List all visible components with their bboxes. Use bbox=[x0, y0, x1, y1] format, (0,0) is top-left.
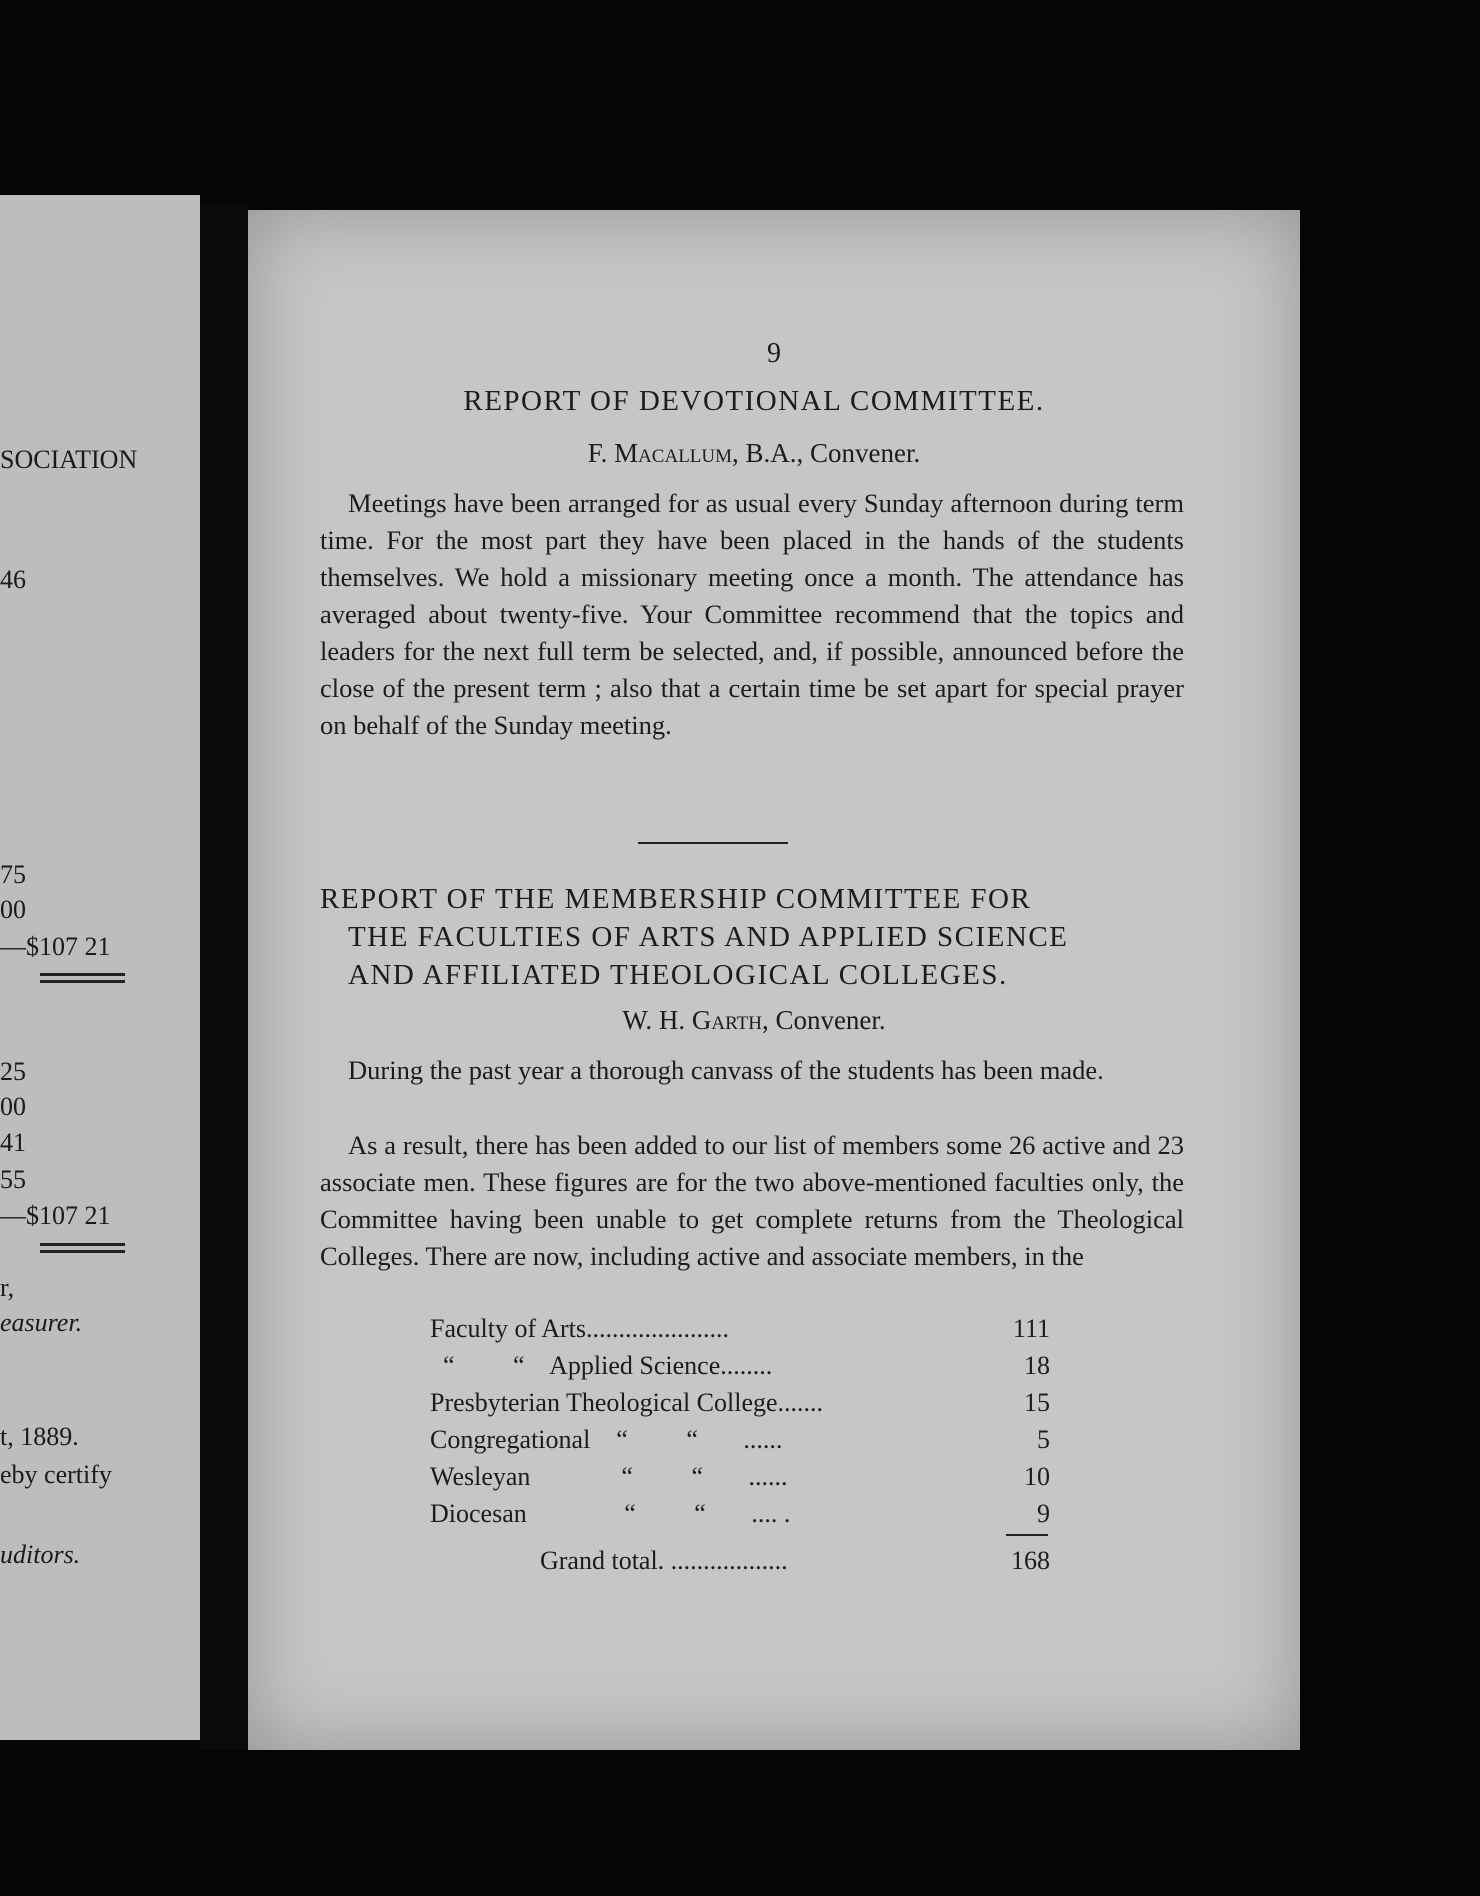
tally-label: Presbyterian Theological College....... bbox=[430, 1388, 824, 1417]
tally-row bbox=[430, 1310, 1050, 1347]
tally-value: 10 bbox=[1024, 1462, 1050, 1491]
tally-value: 18 bbox=[1024, 1351, 1050, 1380]
membership-paragraph-1: During the past year a thorough canvass of the students has been made. bbox=[348, 1055, 1104, 1085]
page-number: 9 bbox=[767, 338, 781, 369]
tally-total-value: 168 bbox=[1011, 1546, 1050, 1575]
left-line-46: 46 bbox=[0, 565, 26, 594]
tally-label: Diocesan “ “ .... . bbox=[430, 1499, 791, 1528]
left-double-rule-1 bbox=[40, 973, 125, 983]
left-line-certify: eby certify bbox=[0, 1460, 112, 1489]
left-line-date: t, 1889. bbox=[0, 1422, 79, 1451]
tally-row bbox=[430, 1347, 1050, 1384]
tally-value: 111 bbox=[1012, 1314, 1050, 1343]
tally-sum-rule bbox=[1006, 1534, 1048, 1536]
tally-value: 9 bbox=[1037, 1499, 1050, 1528]
left-line-total-2: —$107 21 bbox=[0, 1201, 111, 1230]
tally-row bbox=[430, 1384, 1050, 1421]
left-line-association: SOCIATION bbox=[0, 445, 138, 474]
devotional-heading: REPORT OF DEVOTIONAL COMMITTEE. bbox=[463, 385, 1045, 417]
devotional-paragraph: Meetings have been arranged for as usual every Sunday afternoon during term time. For the most part they have been placed in the hands of the students themselves. We hold a missionary meeting once a month. The attendance has averaged about twenty-five. Your Committee recommend that the topics and leaders for the next full term be selected, and, if possible, announced before the close of the present term ; also that a certain time be set apart for special prayer on behalf of the Sunday meeting. bbox=[320, 488, 1184, 740]
left-line-25: 25 bbox=[0, 1057, 26, 1086]
membership-paragraph-2: As a result, there has been added to our list of members some 26 active and 23 associate men. These figures are for the two above-mentioned faculties only, the Committee having been unable to get complete returns from the Theological Colleges. There are now, including active and associate members, in the bbox=[320, 1130, 1184, 1271]
tally-label: Faculty of Arts...................... bbox=[430, 1314, 729, 1343]
tally-value: 5 bbox=[1037, 1425, 1050, 1454]
tally-total-label: Grand total. .................. bbox=[540, 1546, 788, 1575]
tally-row bbox=[430, 1421, 1050, 1458]
devotional-convener-name: F. Macallum bbox=[587, 438, 733, 468]
membership-heading-line-3: AND AFFILIATED THEOLOGICAL COLLEGES. bbox=[348, 959, 1008, 991]
devotional-convener bbox=[320, 438, 1188, 469]
membership-tally bbox=[430, 1310, 1050, 1579]
membership-convener-name: Garth bbox=[691, 1005, 762, 1035]
tally-total-row bbox=[430, 1542, 1050, 1579]
membership-convener-initials: W. H. bbox=[622, 1005, 692, 1035]
devotional-convener-title: , B.A., Convener. bbox=[732, 438, 921, 468]
left-line-total-1: —$107 21 bbox=[0, 932, 111, 961]
membership-convener-title: , Convener. bbox=[761, 1005, 886, 1035]
left-line-treasurer: easurer. bbox=[0, 1308, 83, 1337]
document-page bbox=[248, 210, 1300, 1750]
tally-label: Wesleyan “ “ ...... bbox=[430, 1462, 788, 1491]
membership-convener bbox=[320, 1005, 1188, 1036]
left-line-00: 00 bbox=[0, 895, 26, 924]
left-facing-page bbox=[0, 195, 200, 1740]
membership-heading-line-2: THE FACULTIES OF ARTS AND APPLIED SCIENCE bbox=[348, 921, 1069, 953]
left-line-75: 75 bbox=[0, 860, 26, 889]
tally-value: 15 bbox=[1024, 1388, 1050, 1417]
membership-heading bbox=[320, 880, 1188, 994]
tally-row bbox=[430, 1458, 1050, 1495]
left-line-55: 55 bbox=[0, 1165, 26, 1194]
left-line-auditors: uditors. bbox=[0, 1540, 81, 1569]
left-line-r: r, bbox=[0, 1273, 15, 1302]
left-line-41: 41 bbox=[0, 1128, 26, 1157]
left-double-rule-2 bbox=[40, 1243, 125, 1253]
tally-label: “ “ Applied Science........ bbox=[430, 1351, 773, 1380]
tally-row bbox=[430, 1495, 1050, 1532]
left-line-00b: 00 bbox=[0, 1092, 26, 1121]
membership-heading-line-1: REPORT OF THE MEMBERSHIP COMMITTEE FOR bbox=[320, 883, 1032, 915]
book-spine-shadow bbox=[200, 205, 248, 1750]
tally-label: Congregational “ “ ...... bbox=[430, 1425, 783, 1454]
section-divider bbox=[638, 842, 788, 844]
